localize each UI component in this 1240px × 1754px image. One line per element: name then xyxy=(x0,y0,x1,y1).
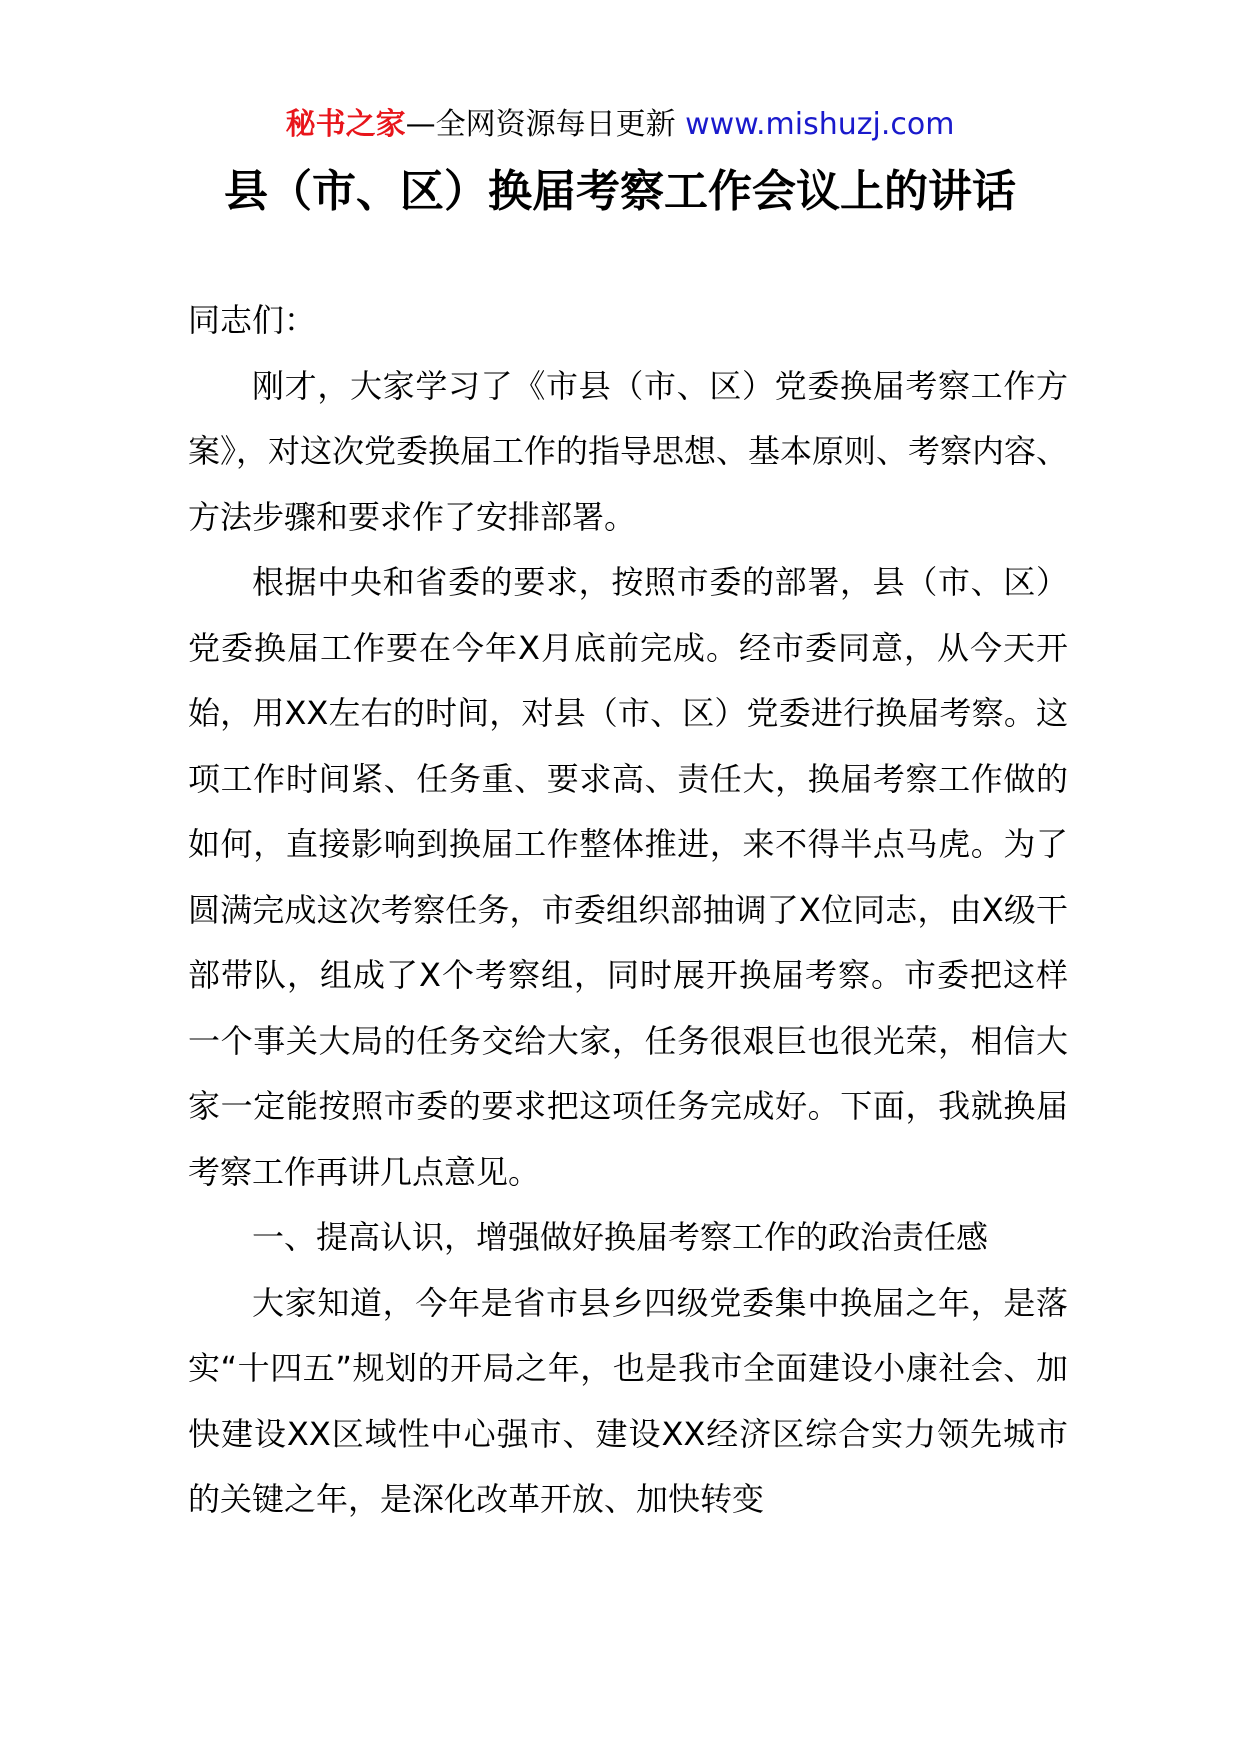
paragraph: 刚才，大家学习了《市县（市、区）党委换届考察工作方案》，对这次党委换届工作的指导思想、基本原则、考察内容、方法步骤和要求作了安排部署。 xyxy=(188,366,1069,536)
paragraph: 大家知道，今年是省市县乡四级党委集中换届之年，是落实“十四五”规划的开局之年，也是我市全面建设小康社会、加快建设XX区域性中心强市、建设XX经济区综合实力领先城市的关键之年，是深化改革开放、加快转变 xyxy=(188,1283,1068,1518)
header-url[interactable]: www.mishuzj.com xyxy=(685,107,955,142)
section-heading: 一、提高认识，增强做好换届考察工作的政治责任感 xyxy=(252,1218,989,1256)
site-header xyxy=(0,103,1240,147)
greeting: 同志们： xyxy=(188,301,317,339)
document-body xyxy=(188,288,1068,1533)
header-tagline: —全网资源每日更新 xyxy=(405,107,686,142)
brand-name: 秘书之家 xyxy=(285,107,406,142)
paragraph: 根据中央和省委的要求，按照市委的部署，县（市、区）党委换届工作要在今年X月底前完成。经市委同意，从今天开始，用XX左右的时间，对县（市、区）党委进行换届考察。这项工作时间紧、任务重、要求高、责任大，换届考察工作做的如何，直接影响到换届工作整体推进，来不得半点马虎。为了圆满完成这次考察任务，市委组织部抽调了X位同志，由X级干部带队，组成了X个考察组，同时展开换届考察。市委把这样一个事关大局的任务交给大家，任务很艰巨也很光荣，相信大家一定能按照市委的要求把这项任务完成好。下面，我就换届考察工作再讲几点意见。 xyxy=(188,563,1068,1191)
document-title: 县（市、区）换届考察工作会议上的讲话 xyxy=(224,166,1016,217)
